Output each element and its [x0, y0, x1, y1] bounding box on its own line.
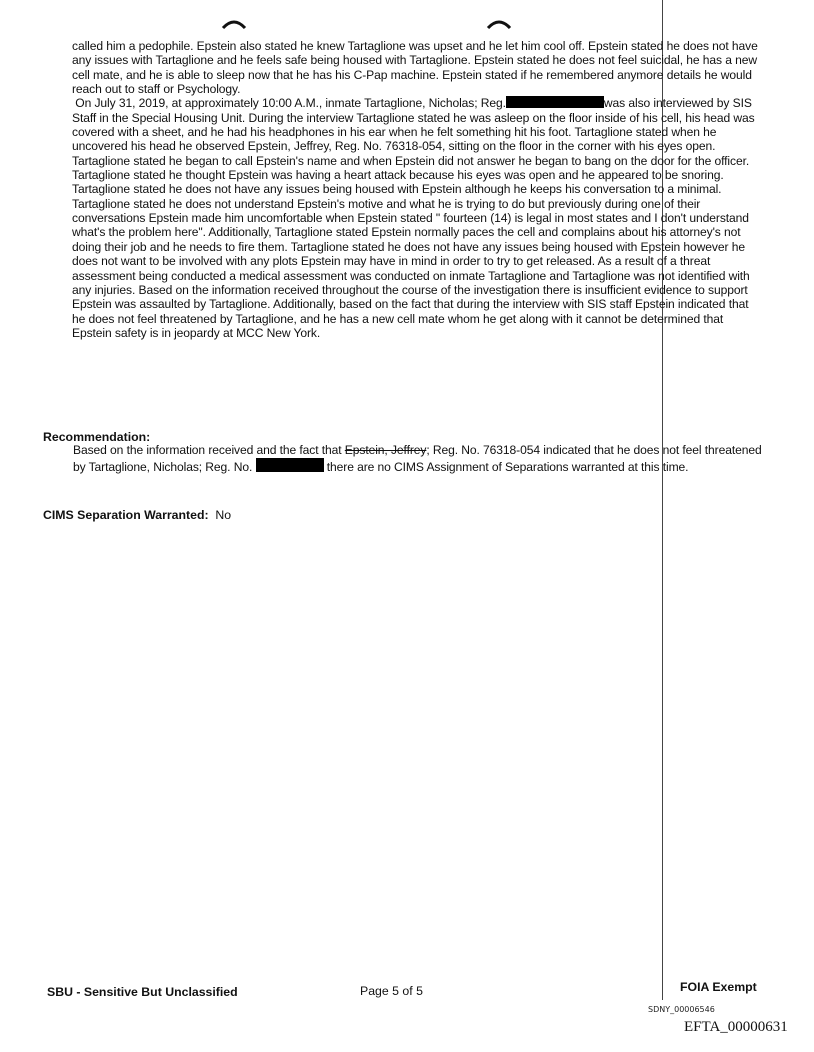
recommendation-text: Based on the information received and the fact that Epstein, Jeffrey; Reg. No. 76318-054 indicated that he does not feel threatened by Tartaglione, Nicholas; Reg. No. there are no CIMS Assignment of Separations warranted at this time. [73, 443, 762, 474]
paragraph-tartaglione-interview [72, 96, 762, 340]
paragraph-text: On July 31, 2019, at approximately 10:00 A.M., inmate Tartaglione, Nicholas; Reg. [75, 96, 506, 111]
paragraph-text: was also interviewed by SIS Staff in the Special Housing Unit. During the interview Tartaglione stated he was asleep on the floor inside of his cell, his head was covered with a sheet, and he had his headphones in his ear when he felt something hit his foot. Tartaglione stated when he uncovered his head he observed Epstein, Jeffrey, Reg. No. 76318-054, sitting on the floor in the corner with his eyes open. Tartaglione stated he began to call Epstein's name and when Epstein did not answer he began to bang on the door for the officer. Tartaglione stated he thought Epstein was having a heart attack because his eyes was open and he appeared to be snoring. Tartaglione stated he does not have any issues being housed with Epstein although he keeps his conversation to a minimal. Tartaglione stated he does not understand Epstein's motive and what he is trying to do but previously during one of their conversations Epstein made him uncomfortable when Epstein stated " fourteen (14) is legal in most states and I don't understand what's the problem here". Additionally, Tartaglione stated Epstein normally paces the cell and complains about his attorney's not doing their job and he needs to fire them. Tartaglione stated he does not have any issues being housed with Epstein however he does not want to be involved with any plots Epstein may have in mind in order to try to get released. As a result of a threat assessment being conducted a medical assessment was conducted on inmate Tartaglione and Tartaglione was not identified with any injuries. Based on the information received throughout the course of the investigation there is insufficient evidence to support Epstein was assaulted by Tartaglione. Additionally, based on the fact that during the interview with SIS staff Epstein indicated that he does not feel threatened by Tartaglione, and he has a new cell mate whom he get along with it cannot be determined that Epstein safety is in jeopardy at MCC New York. [72, 96, 755, 340]
classification-footer: SBU - Sensitive But Unclassified [47, 985, 238, 999]
redaction-box [256, 458, 324, 472]
foia-exempt-label: FOIA Exempt [680, 980, 757, 994]
cims-label: CIMS Separation Warranted: [43, 508, 209, 522]
cims-separation-line [43, 508, 231, 522]
report-body [72, 39, 762, 340]
recommendation-heading: Recommendation: [43, 430, 151, 444]
struck-name: Epstein, Jeffrey [344, 443, 427, 457]
paragraph-epstein-statement: called him a pedophile. Epstein also stated he knew Tartaglione was upset and he let him cool off. Epstein stated he does not have any issues with Tartaglione and he feels safe being housed with Tartaglione. Epstein stated he does not feel suicidal, he has a new cell mate, and he is able to sleep now that he has his C-Pap machine. Epstein stated if he remembered anymore details he would reach out to staff or Psychology. [72, 39, 758, 97]
bates-number: EFTA_00000631 [684, 1019, 788, 1035]
hole-punch-mark [486, 18, 512, 30]
redaction-box [506, 96, 604, 108]
cims-value: No [215, 508, 232, 522]
bates-number-small: SDNY_00006546 [648, 1005, 715, 1014]
page-number: Page 5 of 5 [360, 984, 423, 998]
hole-punch-mark [221, 18, 247, 30]
